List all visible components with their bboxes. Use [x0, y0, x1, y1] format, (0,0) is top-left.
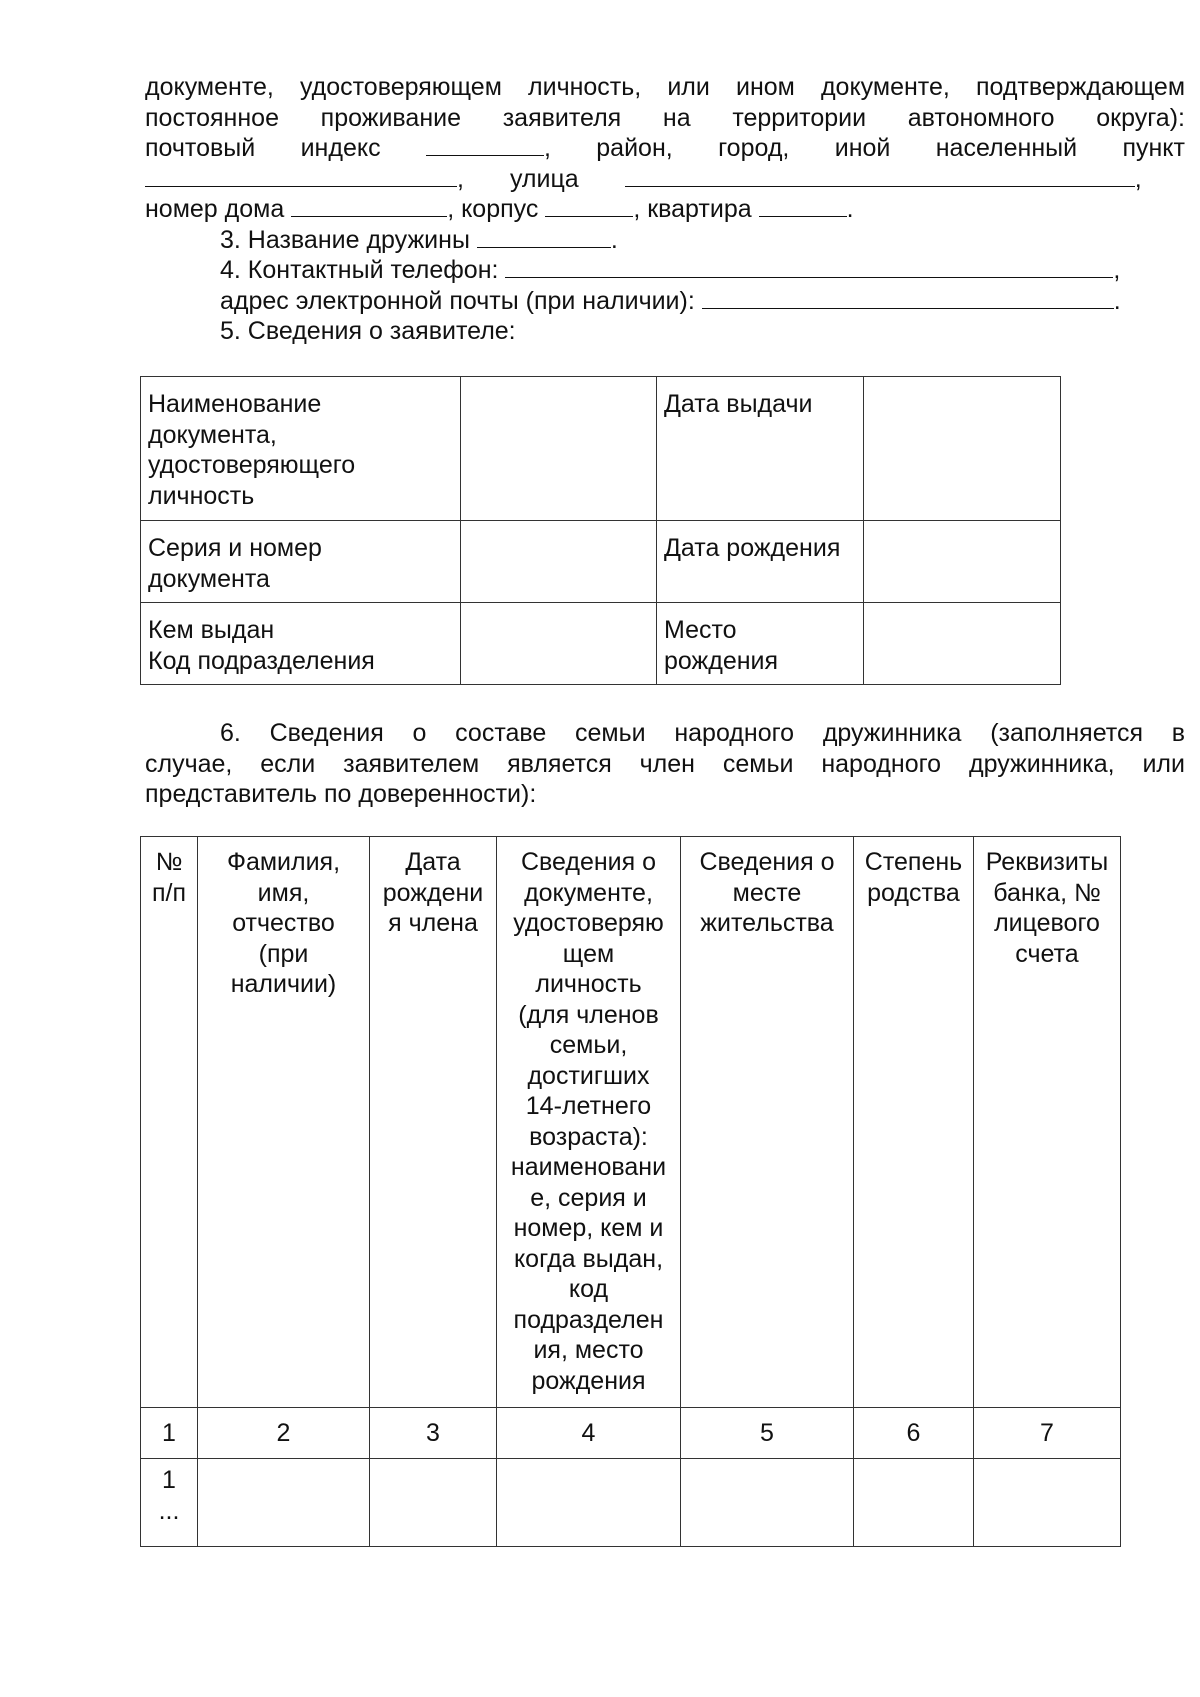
- item-3-line: 3. Название дружины .: [220, 225, 618, 254]
- squad-name-field[interactable]: [477, 225, 611, 248]
- postal-index-label: индекс: [300, 134, 381, 162]
- full-name-cell[interactable]: [198, 1459, 370, 1547]
- section6-word: семьи: [575, 719, 646, 747]
- postal-index-field[interactable]: [426, 133, 544, 156]
- section6-line-1: [145, 718, 1185, 749]
- column-number-cell: 3: [370, 1408, 497, 1459]
- city-label: город,: [718, 134, 790, 162]
- id-document-label-cell: Наименование документа, удостоверяющего личность: [141, 377, 461, 521]
- residence-header: Сведения о месте жительства: [681, 837, 854, 1408]
- section6-word: член: [639, 749, 695, 778]
- intro-line-2: [145, 103, 1185, 134]
- section6-word: или: [1142, 749, 1185, 778]
- applicant-info-table: [140, 376, 1061, 685]
- intro-line-1: [145, 72, 1185, 103]
- intro-word: заявителя: [502, 103, 622, 132]
- table-row: [141, 377, 1061, 521]
- family-members-table: [140, 836, 1121, 1547]
- column-number-row: [141, 1408, 1121, 1459]
- section6-word: 6.: [220, 719, 241, 747]
- intro-word: личность,: [528, 73, 642, 101]
- street-field[interactable]: [625, 164, 1135, 187]
- intro-word: или: [667, 73, 710, 101]
- squad-name-label: 3. Название дружины: [220, 225, 470, 254]
- birth-date-header: Дата рождени я члена: [370, 837, 497, 1408]
- section6-word: (заполняется: [990, 719, 1143, 747]
- doc-series-number-label-cell: Серия и номер документа: [141, 521, 461, 603]
- postal-label-word: почтовый: [145, 134, 256, 162]
- issue-date-value-cell[interactable]: [864, 377, 1061, 521]
- intro-word: документе,: [145, 73, 274, 101]
- residence-cell[interactable]: [681, 1459, 854, 1547]
- settlement-field[interactable]: [145, 164, 457, 187]
- section6-word: если: [260, 749, 316, 778]
- phone-field[interactable]: [505, 255, 1113, 278]
- house-number-field[interactable]: [291, 194, 447, 217]
- table-row: [141, 521, 1061, 603]
- column-number-cell: 1: [141, 1408, 198, 1459]
- address-paragraph: [145, 72, 1185, 347]
- intro-word: постоянное: [145, 103, 279, 132]
- header-row: [141, 837, 1121, 1408]
- intro-word: автономного: [907, 103, 1055, 132]
- kinship-header: Степень родства: [854, 837, 974, 1408]
- issued-by-value-cell[interactable]: [461, 603, 657, 685]
- col-number-header: № п/п: [141, 837, 198, 1408]
- column-number-cell: 4: [497, 1408, 681, 1459]
- intro-word: территории: [732, 103, 867, 132]
- intro-word: на: [662, 103, 691, 132]
- table-row: [141, 1459, 1121, 1547]
- intro-line-3: почтовый индекс , район, город, иной населенный пункт: [145, 134, 1185, 162]
- intro-word: ином: [735, 73, 795, 101]
- birth-place-value-cell[interactable]: [864, 603, 1061, 685]
- apartment-label: , квартира: [633, 195, 752, 223]
- intro-word: проживание: [320, 103, 462, 132]
- intro-line-4: , улица ,: [145, 164, 1185, 195]
- birth-date-cell[interactable]: [370, 1459, 497, 1547]
- id-document-value-cell[interactable]: [461, 377, 657, 521]
- section6-word: дружинника: [822, 719, 962, 747]
- section6-word: народного: [674, 719, 795, 747]
- item-4-line: 4. Контактный телефон: ,: [220, 256, 1121, 284]
- phone-label: 4. Контактный телефон:: [220, 256, 499, 284]
- email-line: адрес электронной почты (при наличии): .: [220, 286, 1121, 315]
- intro-word: округа):: [1096, 103, 1185, 132]
- section6-word: народного: [821, 749, 942, 778]
- email-label: адрес электронной почты (при наличии):: [220, 286, 695, 315]
- table-row: [141, 603, 1061, 685]
- email-field[interactable]: [702, 286, 1114, 309]
- section6-word: Сведения: [269, 719, 384, 747]
- section6-word: составе: [455, 719, 547, 747]
- column-number-cell: 6: [854, 1408, 974, 1459]
- issued-by-label-cell: Кем выдан Код подразделения: [141, 603, 461, 685]
- kinship-cell[interactable]: [854, 1459, 974, 1547]
- id-document-header: Сведения о документе, удостоверяю щем личность (для членов семьи, достигших 14-летнего возраста): наименовани е, серия и номер, кем и когда выдан, код подразделен ия, место рождения: [497, 837, 681, 1408]
- korpus-label: , корпус: [447, 195, 539, 223]
- section6-word: случае,: [145, 749, 233, 778]
- section6-word: семьи: [722, 749, 794, 778]
- section6-word: является: [507, 749, 612, 778]
- full-name-header: Фамилия, имя, отчество (при наличии): [198, 837, 370, 1408]
- column-number-cell: 7: [974, 1408, 1121, 1459]
- applicant-info-heading: 5. Сведения о заявителе:: [220, 317, 516, 345]
- item-5-line: [145, 316, 1185, 347]
- section6-line-2: [145, 749, 1185, 780]
- family-section-paragraph: [145, 718, 1185, 810]
- intro-line-5: номер дома , корпус , квартира .: [145, 195, 854, 223]
- section6-word: дружинника,: [968, 749, 1115, 778]
- section6-word: заявителем: [343, 749, 480, 778]
- district-label: район,: [596, 134, 673, 162]
- intro-word: документе,: [820, 73, 950, 101]
- row-index-cell: 1 ...: [141, 1459, 198, 1547]
- apartment-field[interactable]: [759, 194, 847, 217]
- doc-series-number-value-cell[interactable]: [461, 521, 657, 603]
- section6-word: в: [1171, 719, 1185, 747]
- birth-date-value-cell[interactable]: [864, 521, 1061, 603]
- section6-line-3: представитель по доверенности):: [145, 780, 537, 808]
- issue-date-label-cell: Дата выдачи: [657, 377, 864, 521]
- korpus-field[interactable]: [545, 194, 633, 217]
- settlement-label: пункт: [1122, 134, 1185, 162]
- section6-word: о: [412, 719, 427, 747]
- intro-word: удостоверяющем: [299, 73, 502, 101]
- birth-place-label-cell: Место рождения: [657, 603, 864, 685]
- id-document-cell[interactable]: [497, 1459, 681, 1547]
- house-number-label: номер дома: [145, 195, 285, 223]
- intro-word: подтверждающем: [975, 73, 1186, 101]
- street-label: улица: [509, 164, 579, 193]
- birth-date-label-cell: Дата рождения: [657, 521, 864, 603]
- column-number-cell: 5: [681, 1408, 854, 1459]
- column-number-cell: 2: [198, 1408, 370, 1459]
- bank-details-header: Реквизиты банка, № лицевого счета: [974, 837, 1121, 1408]
- bank-details-cell[interactable]: [974, 1459, 1121, 1547]
